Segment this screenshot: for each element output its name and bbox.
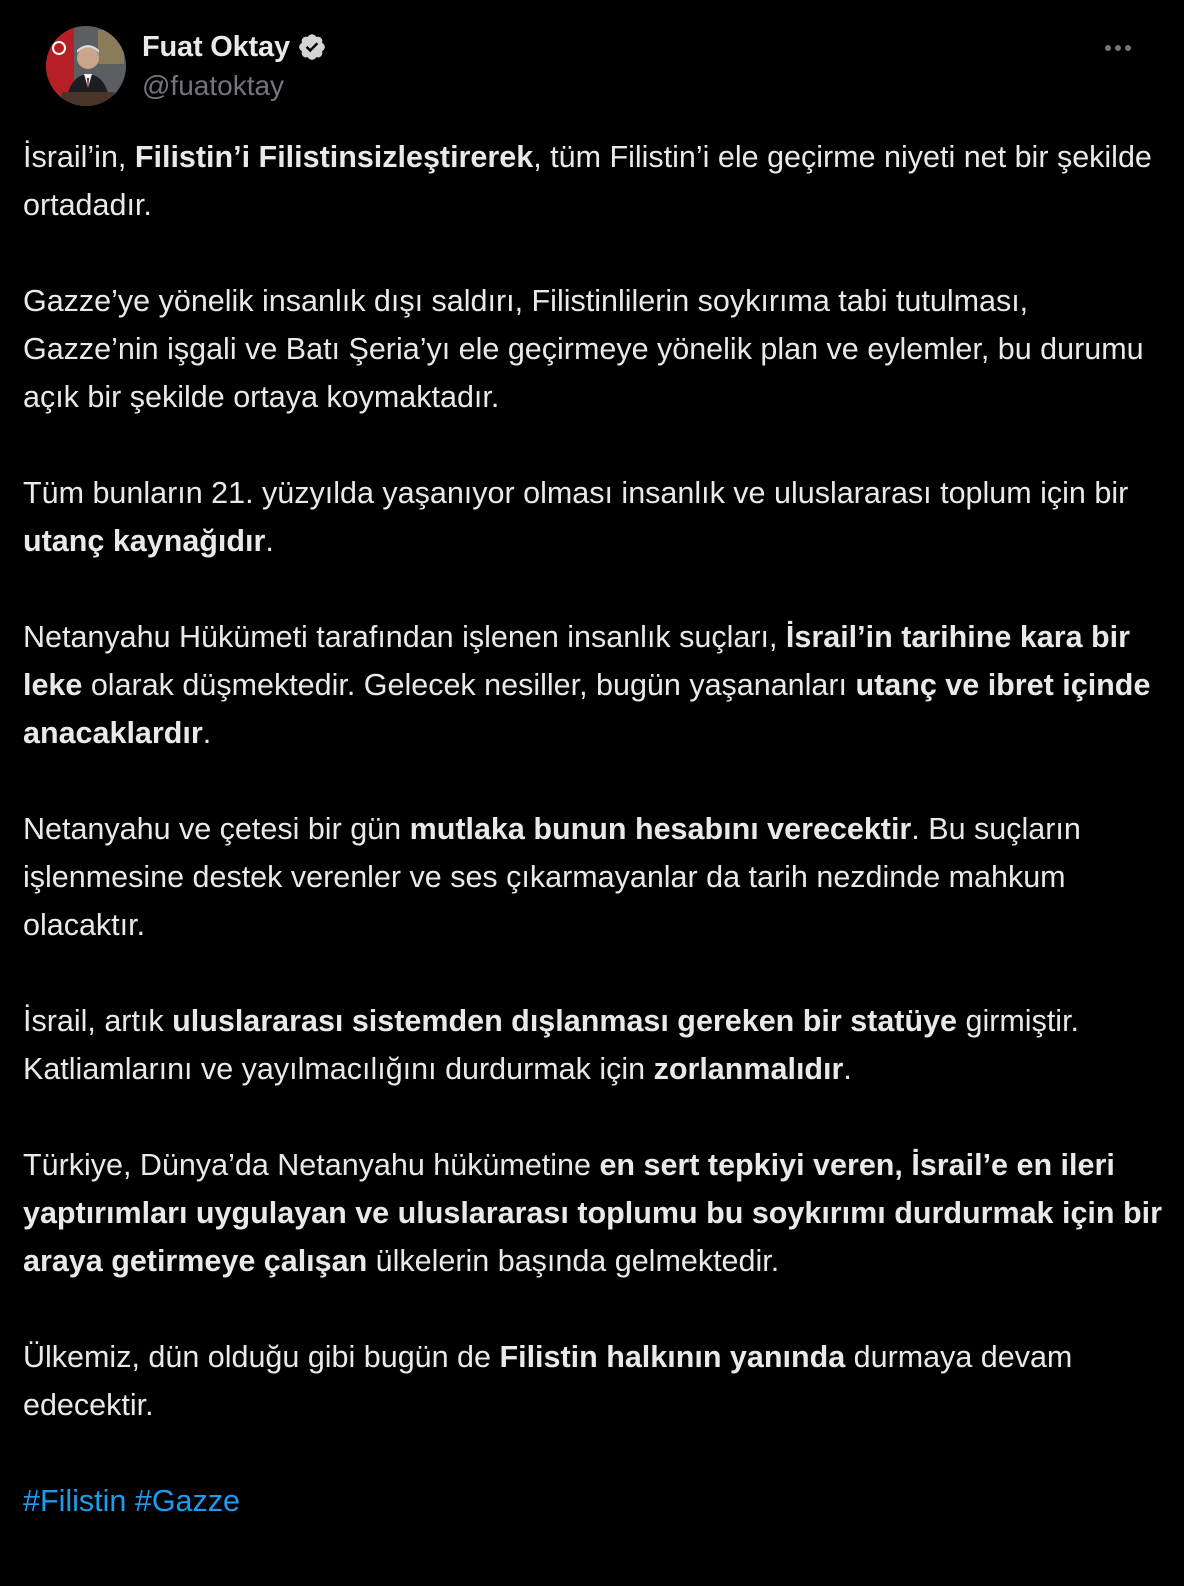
bold-text: utanç ve ibret içinde anacaklardır (23, 668, 1151, 750)
author-names (142, 30, 327, 102)
tweet-paragraph (23, 997, 1163, 1093)
display-name-row (142, 30, 327, 64)
bold-text: mutlaka bunun hesabını verecektir (409, 812, 912, 846)
tweet-paragraphs (23, 133, 1163, 1429)
text-run: İsrail, artık (23, 1004, 173, 1038)
text-run: . (265, 524, 274, 558)
text-run: olarak düşmektedir. Gelecek nesiller, bugün yaşananları (82, 668, 856, 702)
tweet-paragraph (23, 277, 1163, 421)
ellipsis-icon[interactable] (1098, 36, 1138, 60)
display-name[interactable]: Fuat Oktay (142, 30, 290, 63)
tweet-paragraph (23, 1333, 1163, 1429)
dot (1105, 45, 1111, 51)
tweet-paragraph (23, 133, 1163, 229)
hashtag-link[interactable]: #Filistin (23, 1484, 127, 1518)
tweet-paragraph (23, 613, 1163, 757)
text-run: girmiştir. Katliamlarını ve yayılmacılığını durdurmak için (23, 1004, 1080, 1086)
bold-text: Filistin’i Filistinsizleştirerek (134, 140, 534, 174)
tweet-paragraph (23, 805, 1163, 949)
dot (1115, 45, 1121, 51)
text-run: . (202, 716, 212, 750)
text-run: durmaya devam edecektir. (23, 1340, 1073, 1422)
text-run: Gazze’ye yönelik insanlık dışı saldırı, Filistinlilerin soykırıma tabi tutulması, Gazze’nin işgali ve Batı Şeria’yı ele geçirmeye yönelik plan ve eylemler, bu durumu açık bir şekilde ortaya koymaktadır. (23, 284, 1144, 414)
verified-badge-icon[interactable] (297, 32, 327, 62)
bold-text: uluslararası sistemden dışlanması gereken bir statüye (172, 1004, 958, 1038)
dot (1125, 45, 1131, 51)
tweet-paragraph (23, 469, 1163, 565)
text-run: . Bu suçların işlenmesine destek verenler ve ses çıkarmayanlar da tarih nezdinde mahkum olacaktır. (23, 812, 1081, 942)
hashtag-link[interactable]: #Gazze (134, 1484, 240, 1518)
text-run: İsrail’in, (23, 140, 135, 174)
text-run: Tüm bunların 21. yüzyılda yaşanıyor olması insanlık ve uluslararası toplum için bir (23, 476, 1129, 510)
handle[interactable]: @fuatoktay (142, 70, 285, 101)
bold-text: zorlanmalıdır (653, 1052, 844, 1086)
text-run: , tüm Filistin’i ele geçirme niyeti net bir şekilde ortadadır. (23, 140, 1152, 222)
text-run: Türkiye, Dünya’da Netanyahu hükümetine (23, 1148, 600, 1182)
bold-text: İsrail’in tarihine kara bir leke (23, 620, 1131, 702)
text-run: Netanyahu Hükümeti tarafından işlenen insanlık suçları, (23, 620, 786, 654)
tweet-header (23, 0, 1161, 128)
text-run: ülkelerin başında gelmektedir. (367, 1244, 780, 1278)
profile-photo (46, 26, 126, 106)
bold-text: utanç kaynağıdır (23, 524, 266, 558)
tweet-paragraph (23, 1141, 1163, 1285)
hashtags (23, 1477, 1163, 1525)
text-run: . (843, 1052, 852, 1086)
text-run: Netanyahu ve çetesi bir gün (23, 812, 410, 846)
text-run: Ülkemiz, dün olduğu gibi bugün de (23, 1340, 500, 1374)
tweet-text (23, 133, 1163, 1525)
bold-text: en sert tepkiyi veren, İsrail’e en ileri yaptırımları uygulayan ve uluslararası toplumu bu soykırımı durdurmak için bir araya getirmeye çalışan (23, 1148, 1162, 1278)
avatar[interactable] (46, 26, 126, 106)
bold-text: Filistin halkının yanında (499, 1340, 846, 1374)
